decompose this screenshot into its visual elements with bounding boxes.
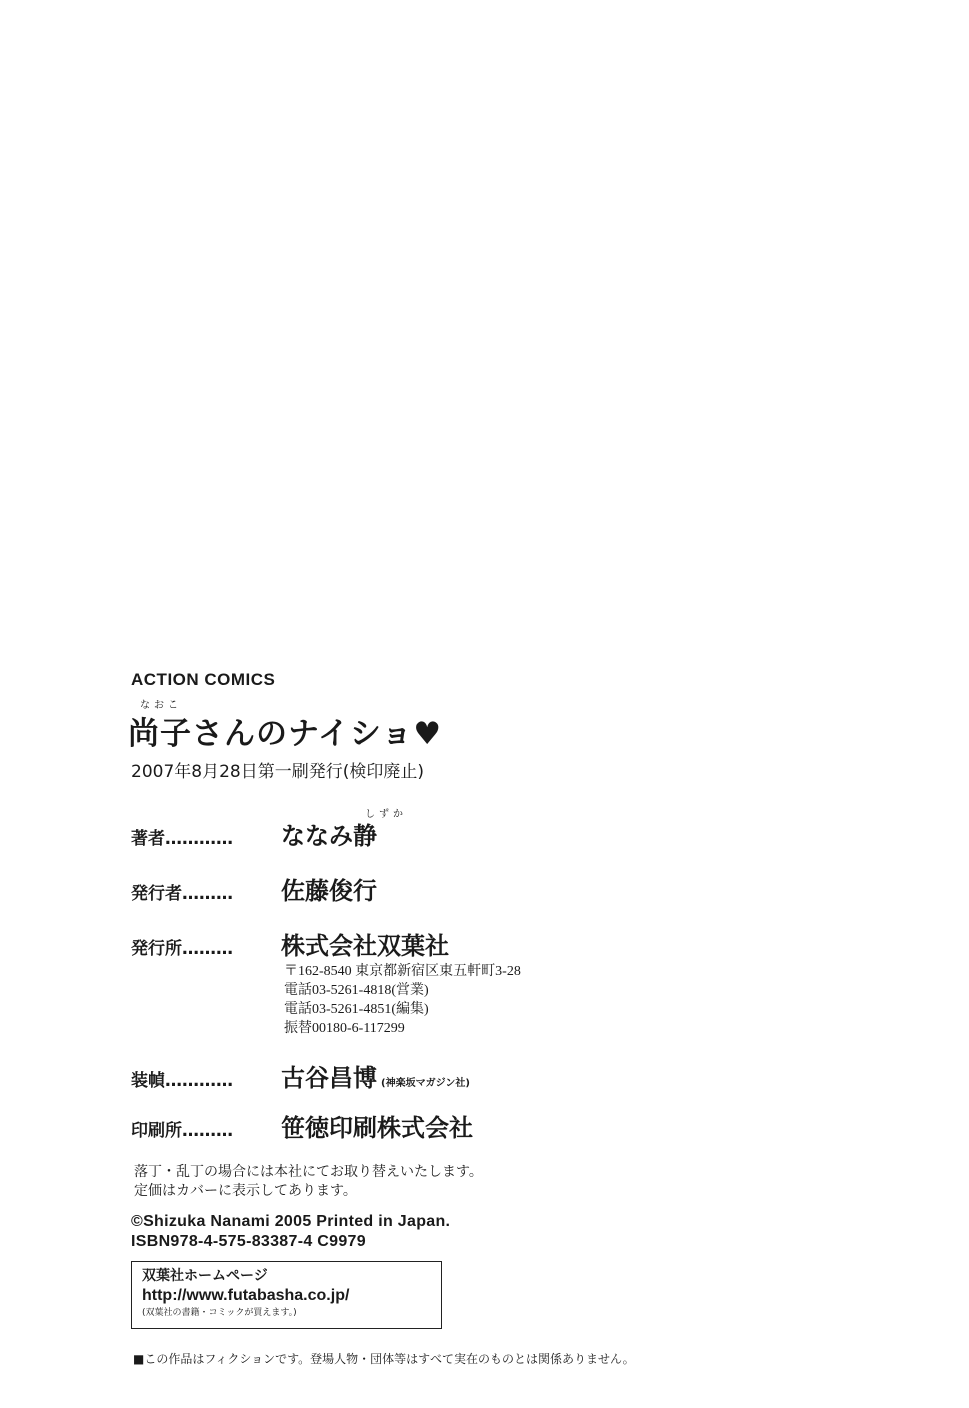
credit-author-label: 著者………… xyxy=(131,829,233,849)
author-ruby: しずか xyxy=(365,809,407,820)
copyright-line: ©Shizuka Nanami 2005 Printed in Japan. xyxy=(131,1213,451,1230)
credit-publisher-value: 佐藤俊行 xyxy=(281,877,377,905)
credit-design-value: 古谷昌博 xyxy=(281,1064,377,1092)
replacement-notice xyxy=(134,1163,483,1201)
series-label: ACTION COMICS xyxy=(131,670,276,689)
edition-date: 2007年8月28日第一刷発行(検印廃止) xyxy=(131,762,424,782)
address-line: 電話03-5261-4851(編集) xyxy=(284,1002,429,1017)
homepage-url-link[interactable]: http://www.futabasha.co.jp/ xyxy=(142,1287,350,1304)
credit-design xyxy=(131,1058,470,1093)
credit-printer xyxy=(131,1108,473,1143)
credit-design-label: 装幀………… xyxy=(131,1071,233,1091)
homepage-title: 双葉社ホームページ xyxy=(142,1268,268,1284)
credit-office xyxy=(131,926,449,961)
homepage-note: (双葉社の書籍・コミックが買えます。) xyxy=(142,1308,297,1318)
fiction-disclaimer: ■この作品はフィクションです。登場人物・団体等はすべて実在のものとは関係ありません。 xyxy=(133,1352,635,1366)
book-title: 尚子さんのナイショ♥ xyxy=(128,716,443,752)
credit-design-note: (神楽坂マガジン社) xyxy=(381,1078,470,1089)
credit-printer-value: 笹徳印刷株式会社 xyxy=(281,1114,473,1142)
address-line: 振替00180-6-117299 xyxy=(284,1021,405,1036)
publisher-address xyxy=(284,962,521,1038)
address-line: 電話03-5261-4818(営業) xyxy=(284,983,429,998)
credit-publisher-label: 発行者……… xyxy=(131,884,233,904)
credit-publisher xyxy=(131,871,377,906)
homepage-box xyxy=(131,1261,442,1329)
notice-line: 落丁・乱丁の場合には本社にてお取り替えいたします。 xyxy=(134,1164,483,1180)
address-line: 〒162-8540 東京都新宿区東五軒町3-28 xyxy=(284,964,521,979)
credit-office-value: 株式会社双葉社 xyxy=(281,932,449,960)
copyright-block xyxy=(131,1212,450,1252)
credit-printer-label: 印刷所……… xyxy=(131,1121,233,1141)
title-ruby: なおこ xyxy=(140,700,182,711)
isbn-line: ISBN978-4-575-83387-4 C9979 xyxy=(131,1233,366,1250)
credit-office-label: 発行所……… xyxy=(131,939,233,959)
credit-author xyxy=(131,816,377,851)
credit-author-value: ななみ静 xyxy=(281,822,377,850)
notice-line: 定価はカバーに表示してあります。 xyxy=(134,1183,357,1199)
